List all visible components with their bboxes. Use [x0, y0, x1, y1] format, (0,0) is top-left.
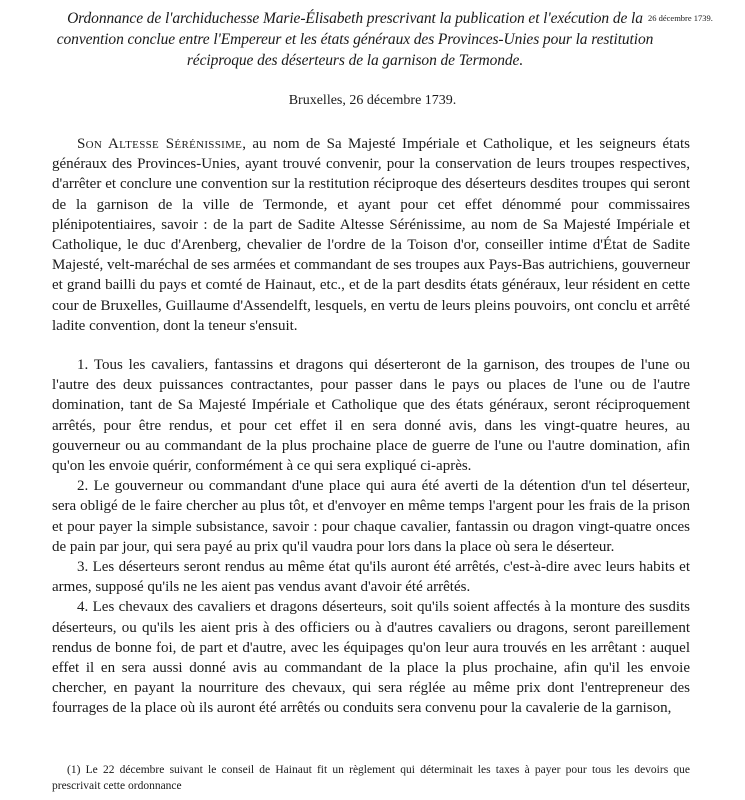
footnote — [52, 762, 690, 794]
article-1: 1. Tous les cavaliers, fantassins et dragons qui déserteront de la garnison, des troupes de l'une ou l'autre des deux puissances contractantes, pour passer dans le pays ou places de l'une ou de l'autre domination, tant de Sa Majesté Impériale et Catholique que des états généraux, seront réciproquement arrêtés, pour être rendus, et pour cet effet il en sera donné avis, dans les vingt-quatre heures, au gouverneur ou au commandant de la plus prochaine place de guerre de l'une ou l'autre domination, afin qu'on les envoie quérir, conformément à ce qui sera expliqué ci-après. — [52, 357, 690, 475]
intro-text: , au nom de Sa Majesté Impériale et Catholique, et les seigneurs états généraux des Provinces-Unies, ayant trouvé convenir, pour la conservation de leurs troupes respectives, d'arrêter et conclure une convention sur la restitution réciproque des déserteurs desdites troupes qui seront de la garnison de la ville de Termonde, et ayant pour cet effet dénommé pour commissaires plénipotentiaires, savoir : de la part de Sadite Altesse Sérénissime, au nom de Sa Majesté Impériale et Catholique, le duc d'Arenberg, chevalier de l'ordre de la Toison d'or, conseiller intime d'État de Sadite Majesté, velt-maréchal de ses armées et commandant de ses troupes aux Pays-Bas autrichiens, gouverneur et grand bailli du pays et comté de Hainaut, etc., et de la part desdits états généraux, leur résident en cette cour de Bruxelles, Guillaume d'Assendelft, lesquels, en vertu de leurs pleins pouvoirs, ont conclu et arrêté ladite convention, dont la teneur s'ensuit. — [52, 136, 690, 334]
margin-date: 26 décembre 1739. — [648, 13, 713, 23]
intro-paragraph — [52, 134, 690, 336]
article-2: 2. Le gouverneur ou commandant d'une place qui aura été averti de la détention d'un tel déserteur, sera obligé de le faire chercher au plus tôt, et d'envoyer en même temps l'argent pour les frais de la prison et pour payer la simple subsistance, savoir : pour chaque cavalier, fantassin ou dragon vingt-quatre onces de pain par jour, qui sera payé au prix qu'il vaudra pour lors dans la place où sera le déserteur. — [52, 478, 690, 555]
article-3: 3. Les déserteurs seront rendus au même état qu'ils auront été arrêtés, c'est-à-dire avec leurs habits et armes, supposé qu'ils ne les aient pas vendus avant d'avoir été arrêtés. — [52, 559, 690, 596]
article-4: 4. Les chevaux des cavaliers et dragons déserteurs, soit qu'ils soient affectés à la monture des susdits déserteurs, ou qu'ils les aient pris à des officiers ou à d'autres cavaliers ou dragons, seront pareillement rendus de bonne foi, de part et d'autre, avec les équipages qu'on leur aura trouvés en les arrêtant : auquel effet il en sera aussi donné avis au commandant de la place la plus prochaine, afin qu'il les envoie chercher, en payant la nourriture des chevaux, qui sera réglée au même prix dont l'entrepreneur des fourrages de la place où ils auront été arrêtés ou conduits sera convenu pour la cavalerie de la garnison, — [52, 599, 690, 717]
intro-lead: Son Altesse Sérénissime — [77, 136, 243, 152]
footnote-text: (1) Le 22 décembre suivant le conseil de Hainaut fit un règlement qui déterminait les taxes à payer pour tous les devoirs que prescrivait cette ordonnance — [52, 764, 690, 792]
place-date: Bruxelles, 26 décembre 1739. — [288, 93, 457, 108]
document-title: Ordonnance de l'archiduchesse Marie-Élisabeth prescrivant la publication et l'exécution de la convention conclue entre l'Empereur et les états généraux des Provinces-Unies pour la restitution réciproque des déserteurs de la garnison de Termonde. — [56, 10, 654, 69]
document-body — [52, 134, 690, 719]
